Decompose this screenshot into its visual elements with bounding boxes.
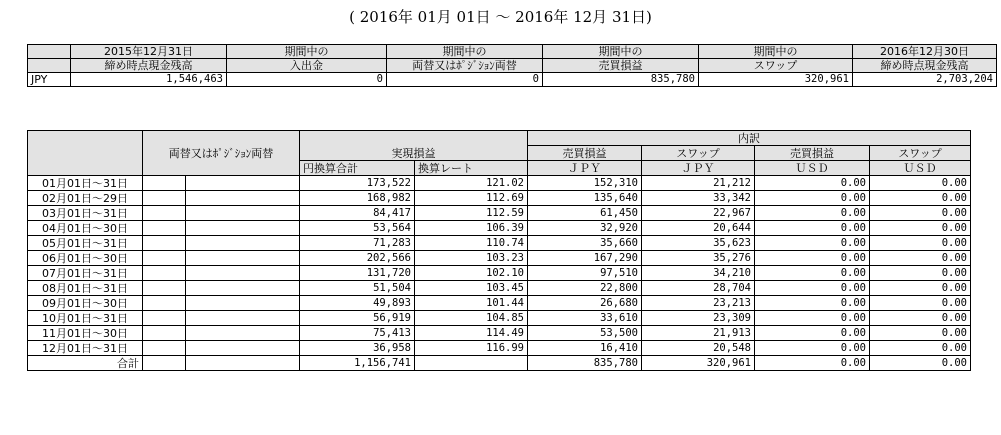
jpy-pl-cell: 135,640 bbox=[528, 191, 642, 206]
jpy-pl-cell: 53,500 bbox=[528, 326, 642, 341]
yen-total-cell: 84,417 bbox=[300, 206, 415, 221]
usd-pl-cell: 0.00 bbox=[755, 251, 870, 266]
table-row bbox=[28, 191, 971, 206]
jpy-swap-cell: 23,213 bbox=[642, 296, 755, 311]
jpy-pl-cell: 97,510 bbox=[528, 266, 642, 281]
empty-cell bbox=[186, 251, 300, 266]
yen-total-cell: 56,919 bbox=[300, 311, 415, 326]
empty-cell bbox=[143, 191, 186, 206]
empty-cell bbox=[186, 341, 300, 356]
empty-cell bbox=[186, 206, 300, 221]
period-cell: 03月01日～31日 bbox=[28, 206, 143, 221]
usd-pl-cell: 0.00 bbox=[755, 236, 870, 251]
jpy-pl-cell: 26,680 bbox=[528, 296, 642, 311]
table-row bbox=[28, 176, 971, 191]
jpy-pl-cell: 167,290 bbox=[528, 251, 642, 266]
table-row bbox=[28, 341, 971, 356]
jpy-swap-cell: 34,210 bbox=[642, 266, 755, 281]
period-title: ( 2016年 01月 01日 ～ 2016年 12月 31日) bbox=[349, 8, 652, 26]
yen-total-cell: 131,720 bbox=[300, 266, 415, 281]
period-cell: 12月01日～31日 bbox=[28, 341, 143, 356]
jpy-swap-cell: 33,342 bbox=[642, 191, 755, 206]
empty-cell bbox=[186, 356, 300, 371]
usd-swap-cell: 0.00 bbox=[870, 341, 971, 356]
summary-header: 売買損益 bbox=[543, 59, 699, 73]
empty-cell bbox=[186, 236, 300, 251]
period-cell: 06月01日～30日 bbox=[28, 251, 143, 266]
currency-header: ＵＳＤ bbox=[870, 161, 971, 176]
yen-total-cell: 168,982 bbox=[300, 191, 415, 206]
rate-cell: 101.44 bbox=[415, 296, 528, 311]
total-usd-pl: 0.00 bbox=[755, 356, 870, 371]
usd-pl-cell: 0.00 bbox=[755, 311, 870, 326]
yen-total-cell: 75,413 bbox=[300, 326, 415, 341]
sub-header: 円換算合計 bbox=[300, 161, 415, 176]
yen-total-cell: 49,893 bbox=[300, 296, 415, 311]
period-cell: 04月01日～30日 bbox=[28, 221, 143, 236]
jpy-swap-cell: 28,704 bbox=[642, 281, 755, 296]
realized-pl-header: 実現損益 bbox=[300, 131, 528, 161]
swap-amount: 320,961 bbox=[699, 73, 853, 87]
deposits-withdrawals: 0 bbox=[227, 73, 387, 87]
usd-swap-cell: 0.00 bbox=[870, 176, 971, 191]
jpy-pl-cell: 32,920 bbox=[528, 221, 642, 236]
table-row bbox=[28, 236, 971, 251]
summary-header: 両替又はﾎﾟｼﾞｼｮﾝ両替 bbox=[387, 59, 543, 73]
summary-header-row-1 bbox=[28, 45, 997, 59]
yen-total-cell: 36,958 bbox=[300, 341, 415, 356]
trade-pl: 835,780 bbox=[543, 73, 699, 87]
usd-swap-cell: 0.00 bbox=[870, 206, 971, 221]
period-cell: 08月01日～31日 bbox=[28, 281, 143, 296]
summary-header: スワップ bbox=[699, 59, 853, 73]
empty-cell bbox=[143, 311, 186, 326]
total-rate bbox=[415, 356, 528, 371]
empty-cell bbox=[186, 296, 300, 311]
period-cell: 11月01日～30日 bbox=[28, 326, 143, 341]
sub-header: 売買損益 bbox=[755, 146, 870, 161]
jpy-pl-cell: 61,450 bbox=[528, 206, 642, 221]
summary-header: 期間中の bbox=[699, 45, 853, 59]
table-row bbox=[28, 281, 971, 296]
currency-header: ＵＳＤ bbox=[755, 161, 870, 176]
summary-data-row bbox=[28, 73, 997, 87]
usd-swap-cell: 0.00 bbox=[870, 266, 971, 281]
empty-cell bbox=[143, 176, 186, 191]
empty-cell bbox=[143, 206, 186, 221]
usd-pl-cell: 0.00 bbox=[755, 281, 870, 296]
summary-header-row-2 bbox=[28, 59, 997, 73]
detail-table bbox=[27, 130, 971, 371]
usd-swap-cell: 0.00 bbox=[870, 311, 971, 326]
usd-pl-cell: 0.00 bbox=[755, 221, 870, 236]
yen-total-cell: 173,522 bbox=[300, 176, 415, 191]
rate-cell: 103.45 bbox=[415, 281, 528, 296]
usd-swap-cell: 0.00 bbox=[870, 221, 971, 236]
summary-header bbox=[28, 59, 71, 73]
usd-swap-cell: 0.00 bbox=[870, 236, 971, 251]
total-usd-swap: 0.00 bbox=[870, 356, 971, 371]
empty-cell bbox=[143, 266, 186, 281]
rate-cell: 112.59 bbox=[415, 206, 528, 221]
table-row bbox=[28, 221, 971, 236]
rate-cell: 102.10 bbox=[415, 266, 528, 281]
total-label: 合計 bbox=[28, 356, 143, 371]
jpy-swap-cell: 20,548 bbox=[642, 341, 755, 356]
usd-swap-cell: 0.00 bbox=[870, 281, 971, 296]
empty-cell bbox=[186, 311, 300, 326]
empty-cell bbox=[143, 281, 186, 296]
period-cell: 10月01日～31日 bbox=[28, 311, 143, 326]
period-cell: 05月01日～31日 bbox=[28, 236, 143, 251]
currency-header: ＪＰＹ bbox=[528, 161, 642, 176]
usd-pl-cell: 0.00 bbox=[755, 341, 870, 356]
total-jpy-pl: 835,780 bbox=[528, 356, 642, 371]
summary-header bbox=[28, 45, 71, 59]
jpy-swap-cell: 23,309 bbox=[642, 311, 755, 326]
empty-cell bbox=[143, 341, 186, 356]
summary-table bbox=[27, 44, 997, 87]
empty-cell bbox=[186, 326, 300, 341]
usd-pl-cell: 0.00 bbox=[755, 191, 870, 206]
empty-cell bbox=[143, 296, 186, 311]
total-yen: 1,156,741 bbox=[300, 356, 415, 371]
usd-swap-cell: 0.00 bbox=[870, 191, 971, 206]
rate-cell: 104.85 bbox=[415, 311, 528, 326]
rate-cell: 103.23 bbox=[415, 251, 528, 266]
summary-header: 期間中の bbox=[227, 45, 387, 59]
rate-cell: 121.02 bbox=[415, 176, 528, 191]
sub-header: 換算レート bbox=[415, 161, 528, 176]
usd-pl-cell: 0.00 bbox=[755, 326, 870, 341]
empty-cell bbox=[143, 236, 186, 251]
table-row bbox=[28, 251, 971, 266]
usd-swap-cell: 0.00 bbox=[870, 296, 971, 311]
empty-cell bbox=[186, 281, 300, 296]
jpy-swap-cell: 21,212 bbox=[642, 176, 755, 191]
summary-header: 期間中の bbox=[543, 45, 699, 59]
empty-cell bbox=[143, 356, 186, 371]
rate-cell: 114.49 bbox=[415, 326, 528, 341]
usd-pl-cell: 0.00 bbox=[755, 206, 870, 221]
exchange-amount: 0 bbox=[387, 73, 543, 87]
table-row bbox=[28, 311, 971, 326]
currency-cell: JPY bbox=[28, 73, 71, 87]
opening-balance: 1,546,463 bbox=[71, 73, 227, 87]
sub-header: スワップ bbox=[870, 146, 971, 161]
jpy-pl-cell: 22,800 bbox=[528, 281, 642, 296]
empty-cell bbox=[186, 191, 300, 206]
empty-cell bbox=[186, 266, 300, 281]
currency-header: ＪＰＹ bbox=[642, 161, 755, 176]
summary-header: 入出金 bbox=[227, 59, 387, 73]
usd-pl-cell: 0.00 bbox=[755, 176, 870, 191]
jpy-pl-cell: 35,660 bbox=[528, 236, 642, 251]
jpy-swap-cell: 22,967 bbox=[642, 206, 755, 221]
summary-header: 期間中の bbox=[387, 45, 543, 59]
detail-header-row-1 bbox=[28, 131, 971, 146]
jpy-swap-cell: 35,623 bbox=[642, 236, 755, 251]
rate-cell: 106.39 bbox=[415, 221, 528, 236]
total-row bbox=[28, 356, 971, 371]
empty-cell bbox=[143, 326, 186, 341]
empty-cell bbox=[143, 251, 186, 266]
empty-cell bbox=[143, 221, 186, 236]
closing-balance: 2,703,204 bbox=[853, 73, 997, 87]
breakdown-header: 内訳 bbox=[528, 131, 971, 146]
period-cell: 02月01日～29日 bbox=[28, 191, 143, 206]
detail-body bbox=[28, 176, 971, 356]
jpy-swap-cell: 21,913 bbox=[642, 326, 755, 341]
table-row bbox=[28, 326, 971, 341]
summary-header: 2015年12月31日 bbox=[71, 45, 227, 59]
jpy-pl-cell: 16,410 bbox=[528, 341, 642, 356]
sub-header: 売買損益 bbox=[528, 146, 642, 161]
jpy-swap-cell: 35,276 bbox=[642, 251, 755, 266]
usd-pl-cell: 0.00 bbox=[755, 296, 870, 311]
jpy-swap-cell: 20,644 bbox=[642, 221, 755, 236]
period-cell: 09月01日～30日 bbox=[28, 296, 143, 311]
table-row bbox=[28, 266, 971, 281]
yen-total-cell: 51,504 bbox=[300, 281, 415, 296]
summary-header: 2016年12月30日 bbox=[853, 45, 997, 59]
jpy-pl-cell: 33,610 bbox=[528, 311, 642, 326]
summary-header: 締め時点現金残高 bbox=[853, 59, 997, 73]
sub-header: スワップ bbox=[642, 146, 755, 161]
empty-cell bbox=[186, 221, 300, 236]
rate-cell: 116.99 bbox=[415, 341, 528, 356]
rate-cell: 112.69 bbox=[415, 191, 528, 206]
period-cell: 01月01日～31日 bbox=[28, 176, 143, 191]
yen-total-cell: 202,566 bbox=[300, 251, 415, 266]
period-cell: 07月01日～31日 bbox=[28, 266, 143, 281]
table-row bbox=[28, 206, 971, 221]
summary-header: 締め時点現金残高 bbox=[71, 59, 227, 73]
yen-total-cell: 71,283 bbox=[300, 236, 415, 251]
yen-total-cell: 53,564 bbox=[300, 221, 415, 236]
table-row bbox=[28, 296, 971, 311]
empty-cell bbox=[186, 176, 300, 191]
total-jpy-swap: 320,961 bbox=[642, 356, 755, 371]
rate-cell: 110.74 bbox=[415, 236, 528, 251]
usd-swap-cell: 0.00 bbox=[870, 251, 971, 266]
usd-pl-cell: 0.00 bbox=[755, 266, 870, 281]
detail-corner bbox=[28, 131, 143, 176]
exchange-header: 両替又はﾎﾟｼﾞｼｮﾝ両替 bbox=[143, 131, 300, 176]
jpy-pl-cell: 152,310 bbox=[528, 176, 642, 191]
usd-swap-cell: 0.00 bbox=[870, 326, 971, 341]
